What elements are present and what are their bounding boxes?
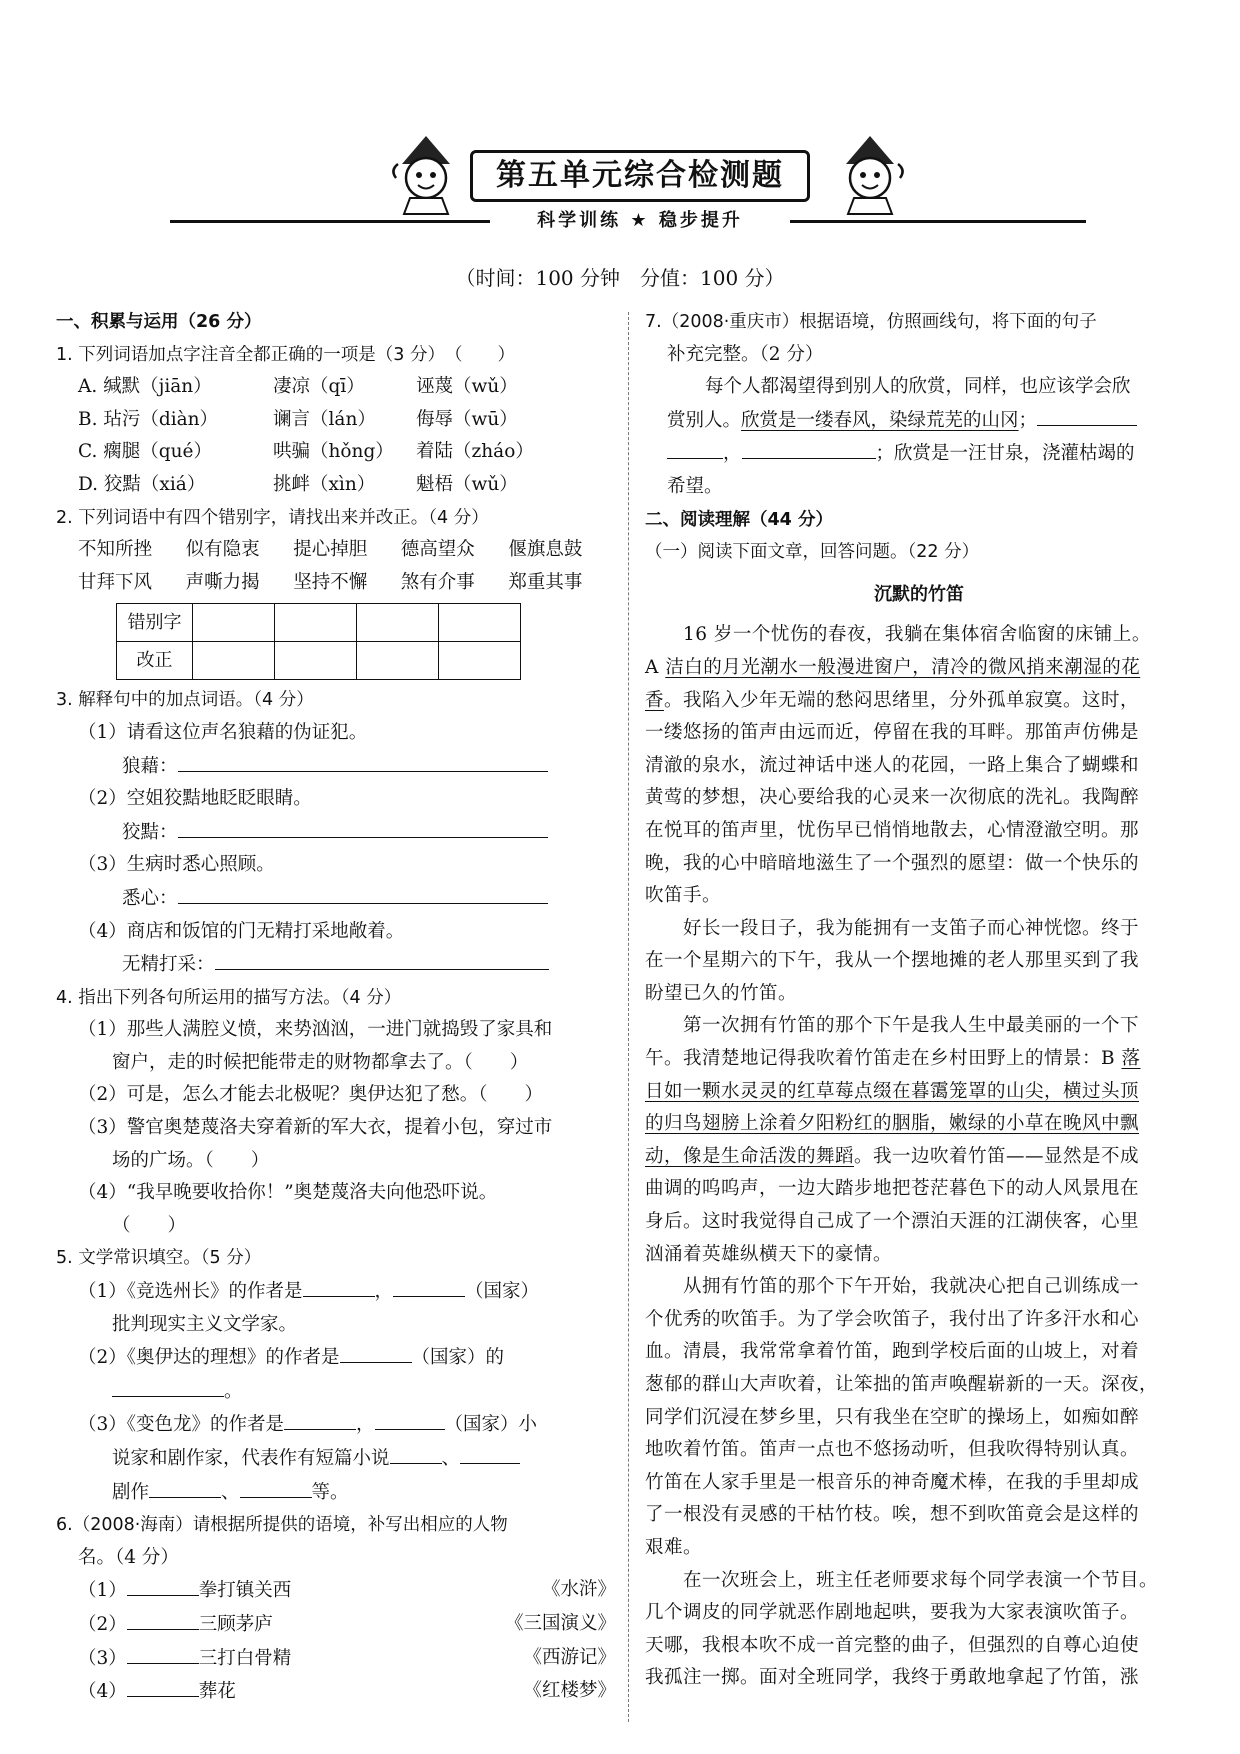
answer-blank[interactable] (303, 1275, 375, 1297)
article-text: 。我一边吹着竹笛——显然是不成 (854, 1145, 1140, 1167)
q5-line: 批判现实主义文学家。 (112, 1313, 298, 1335)
q5-text: 、 (441, 1448, 461, 1469)
word: 提心掉胆 (293, 539, 368, 561)
article-text: 同学们沉浸在梦乡里，只有我坐在空旷的操场上，如痴如醉 (645, 1406, 1140, 1428)
article-text: 在一个星期六的下午，我从一个摆地摊的老人那里买到了我 (645, 950, 1140, 972)
question-3-stem: 3. 解释句中的加点词语。（4 分） (56, 690, 314, 711)
header-rule (790, 220, 1086, 223)
article-text: 几个调皮的同学就恶作剧地起哄，要我为大家表演吹笛子。 (645, 1602, 1140, 1624)
article-text: 汹涌着英雄纵横天下的豪情。 (645, 1243, 893, 1265)
q6-text: 三顾茅庐 (198, 1613, 273, 1635)
answer-blank[interactable] (149, 1476, 221, 1498)
article-line (645, 1597, 1193, 1630)
answer-blank[interactable] (178, 750, 548, 772)
q6-num: （1） (78, 1580, 127, 1602)
q7-text: ；欣赏是一汪甘泉，浇灌枯竭的 (875, 443, 1135, 465)
article-line (645, 685, 1193, 718)
article-line (645, 1304, 1193, 1337)
article-line (645, 913, 1193, 946)
article-text: 吹笛手。 (645, 885, 722, 907)
exam-time-score: （时间：100 分钟 分值：100 分） (455, 266, 785, 290)
answer-cell[interactable] (357, 604, 439, 642)
table-header-wrong: 错别字 (117, 604, 193, 642)
q5-text: （国家）的 (411, 1347, 505, 1369)
article-text: 清澈的泉水，流过神话中迷人的花园，一路上集合了蝴蝶和 (645, 754, 1140, 776)
q6-text: 拳打镇关西 (198, 1580, 292, 1602)
q7-text: 赏别人。 (667, 409, 742, 431)
option-c-1: C. 瘸腿（qué） (78, 441, 212, 463)
q3-term: 狡黠： (122, 821, 178, 843)
article-line (645, 1076, 1193, 1109)
option-b-3: 侮辱（wū） (416, 408, 518, 430)
q7-underlined-sentence: 欣赏是一缕春风，染绿荒芜的山冈 (741, 409, 1019, 431)
word-row-2 (56, 567, 616, 600)
article-line (645, 1010, 1193, 1043)
q5-line (56, 1341, 616, 1375)
underlined-passage: 落 (1121, 1048, 1141, 1070)
q3-sentence: （4）商店和饭馆的门无精打采地敞着。 (78, 920, 405, 942)
q5-line (56, 1375, 616, 1409)
option-a-1: A. 缄默（jiān） (78, 376, 212, 398)
q4-line: （4）“我早晚要收拾你！”奥楚蔑洛夫向他恐吓说。 (78, 1182, 498, 1204)
article-text: 我孤注一掷。面对全班同学，我终于勇敢地拿起了竹笛，涨 (645, 1667, 1140, 1689)
q5-text: 剧作 (112, 1481, 150, 1503)
article-line (645, 1369, 1193, 1402)
q6-book: 《西游记》 (523, 1646, 616, 1668)
q3-sentence: （1）请看这位声名狼藉的伪证犯。 (78, 721, 368, 743)
option-a-2: 凄凉（qī） (273, 376, 365, 398)
answer-cell[interactable] (439, 604, 521, 642)
q5-text: ， (356, 1414, 375, 1436)
article-title: 沉默的竹笛 (874, 583, 964, 605)
q5-line (56, 1408, 616, 1442)
q5-line (56, 1275, 616, 1309)
underlined-passage: 的归鸟翅膀上涂着夕阳粉红的胭脂，嫩绿的小草在晚风中飘 (645, 1113, 1140, 1135)
option-c-3: 着陆（zháo） (416, 441, 534, 463)
article-text: 晚，我的心中暗暗地滋生了一个强烈的愿望：做一个快乐的 (645, 852, 1140, 874)
underlined-passage: 洁白的月光潮水一般漫进窗户，清冷的微风捎来潮湿的花 (665, 656, 1141, 678)
article-text: 天哪，我根本吹不成一首完整的曲子，但强烈的自尊心迫使 (645, 1634, 1140, 1656)
word: 似有隐衷 (185, 539, 260, 561)
answer-blank[interactable] (284, 1408, 356, 1430)
cartoon-mascot-icon (388, 134, 464, 216)
article-text: 曲调的呜呜声，一边大踏步地把苍茫暮色下的动人风景甩在 (645, 1178, 1140, 1200)
article-text: 好长一段日子，我为能拥有一支笛子而心神恍惚。终于 (645, 917, 1140, 939)
q7-text: ， (723, 443, 742, 465)
q5-text: 等。 (311, 1481, 349, 1503)
article-line (645, 717, 1193, 750)
article-text: 在一次班会上，班主任老师要求每个同学表演一个节目。 (645, 1569, 1159, 1591)
q4-line: （3）警官奥楚蔑洛夫穿着新的军大衣，提着小包，穿过市 (78, 1117, 553, 1139)
q3-answer-line (56, 750, 616, 784)
article-body (645, 619, 1193, 1695)
q6-item (56, 1642, 616, 1676)
article-text: 。我陷入少年无端的愁闷思绪里，分外孤单寂寞。这时， (664, 689, 1140, 711)
table-header-fix: 改正 (117, 642, 193, 680)
page-title: 第五单元综合检测题 (470, 150, 810, 202)
q5-line (56, 1442, 616, 1476)
article-text: 了一根没有灵感的干枯竹枝。唉，想不到吹笛竟会是这样的 (645, 1504, 1140, 1526)
answer-blank[interactable] (742, 437, 876, 459)
left-column (56, 306, 616, 1709)
q6-text: 葬花 (198, 1681, 236, 1703)
article-line (645, 848, 1193, 881)
answer-blank[interactable] (375, 1408, 445, 1430)
q3-term: 无精打采： (122, 954, 215, 976)
q3-answer-line (56, 948, 616, 982)
option-b-2: 谰言（lán） (273, 408, 376, 430)
q6-item (56, 1574, 616, 1608)
answer-blank[interactable] (215, 948, 549, 970)
q6-item (56, 1608, 616, 1642)
article-line (645, 1108, 1193, 1141)
article-text: 艰难。 (645, 1536, 703, 1558)
q5-text: （国家） (465, 1281, 540, 1303)
q6-text: 三打白骨精 (198, 1647, 292, 1669)
article-line (645, 1043, 1193, 1076)
answer-blank[interactable] (390, 1442, 442, 1464)
article-text: 个优秀的吹笛手。为了学会吹笛子，我付出了许多汗水和心 (645, 1308, 1140, 1330)
q3-answer-line (56, 816, 616, 850)
article-line (645, 1239, 1193, 1272)
word: 声嘶力揭 (185, 571, 260, 593)
option-c (56, 436, 616, 469)
article-text: 在悦耳的笛声里，忧伤早已悄悄地散去，心情澄澈空明。那 (645, 819, 1140, 841)
answer-blank[interactable] (393, 1275, 465, 1297)
option-b (56, 404, 616, 437)
article-text: 从拥有竹笛的那个下午开始，我就决心把自己训练成一 (645, 1276, 1140, 1298)
q5-text: 、 (221, 1481, 240, 1503)
word: 坚持不懈 (293, 571, 368, 593)
article-text: 16 岁一个忧伤的春夜，我躺在集体宿舍临窗的床铺上。 (645, 624, 1151, 646)
article-line (645, 1271, 1193, 1304)
article-line (645, 1467, 1193, 1500)
answer-blank[interactable] (127, 1608, 199, 1630)
answer-blank[interactable] (178, 882, 548, 904)
q7-text: ； (1018, 409, 1038, 431)
option-a (56, 371, 616, 404)
column-divider (628, 312, 629, 1722)
page-header (140, 128, 1100, 238)
q4-line: （ ） (112, 1214, 187, 1236)
q6-book: 《三国演义》 (504, 1612, 616, 1634)
q6-num: （2） (78, 1613, 127, 1635)
article-line (645, 1173, 1193, 1206)
answer-cell[interactable] (357, 642, 439, 680)
q3-term: 狼藉： (122, 755, 178, 777)
answer-blank[interactable] (127, 1642, 199, 1664)
option-b-1: B. 玷污（diàn） (78, 408, 219, 430)
underlined-passage: 动，像是生命活泼的舞蹈 (645, 1145, 855, 1167)
q6-book: 《红楼梦》 (523, 1680, 616, 1702)
question-6-stem-cont: 名。（4 分） (78, 1546, 179, 1568)
article-line (645, 1532, 1193, 1565)
correction-table (116, 603, 521, 680)
answer-cell[interactable] (193, 642, 275, 680)
article-line (645, 1336, 1193, 1369)
question-5-stem: 5. 文学常识填空。（5 分） (56, 1248, 262, 1269)
underlined-passage: 日如一颗水灵灵的红草莓点缀在暮霭笼罩的山尖，横过头顶 (645, 1080, 1140, 1102)
question-7-stem: 7.（2008·重庆市）根据语境，仿照画线句，将下面的句子 (645, 312, 1097, 332)
q5-text: 。 (224, 1380, 243, 1402)
word: 郑重其事 (508, 571, 583, 593)
word: 不知所挫 (78, 539, 153, 561)
q4-line: （2）可是，怎么才能去北极呢？奥伊达犯了愁。（ ） (78, 1084, 544, 1106)
question-2-stem: 2. 下列词语中有四个错别字，请找出来并改正。（4 分） (56, 507, 489, 528)
question-1-stem: 1. 下列词语加点字注音全都正确的一项是（3 分） （ ） (56, 344, 515, 365)
article-text: 葱郁的群山大声吹着，让笨拙的笛声唤醒崭新的一天。深夜， (645, 1374, 1159, 1395)
article-line (645, 1402, 1193, 1435)
article-text: 地吹着竹笛。笛声一点也不悠扬动听，但我吹得特别认真。 (645, 1439, 1140, 1461)
q3-term: 悉心： (122, 887, 178, 909)
option-c-2: 哄骗（hǒng） (273, 441, 394, 463)
q7-passage: 希望。 (667, 475, 723, 497)
q7-passage: 每个人都渴望得到别人的欣赏，同样，也应该学会欣 (705, 376, 1131, 398)
article-line (645, 782, 1193, 815)
section-heading: 一、积累与运用（26 分） (56, 312, 262, 332)
question-6-stem: 6.（2008·海南）请根据所提供的语境，补写出相应的人物 (56, 1515, 508, 1536)
article-line (645, 880, 1193, 913)
q4-line: （1）那些人满腔义愤，来势汹汹，一进门就捣毁了家具和 (78, 1019, 553, 1041)
question-7-stem-cont: 补充完整。（2 分） (667, 343, 824, 365)
answer-blank[interactable] (460, 1442, 520, 1464)
q3-sentence: （2）空姐狡黠地眨眨眼睛。 (78, 788, 312, 810)
option-d (56, 469, 616, 502)
q7-passage (645, 437, 1193, 471)
article-line (645, 1434, 1193, 1467)
answer-cell[interactable] (275, 642, 357, 680)
article-line (645, 978, 1193, 1011)
article-line (645, 619, 1193, 652)
answer-cell[interactable] (193, 604, 275, 642)
article-line (645, 945, 1193, 978)
option-d-3: 魁梧（wǔ） (416, 473, 518, 495)
q6-num: （4） (78, 1681, 127, 1703)
option-a-3: 诬蔑（wǔ） (416, 376, 518, 398)
word-row-1 (56, 534, 616, 567)
q6-num: （3） (78, 1647, 127, 1669)
article-text: 血。清晨，我常常拿着竹笛，跑到学校后面的山坡上，对着 (645, 1341, 1140, 1363)
q3-sentence: （3）生病时悉心照顾。 (78, 854, 275, 876)
article-line (645, 1141, 1193, 1174)
q4-line: 场的广场。（ ） (112, 1149, 270, 1171)
header-rule (170, 220, 490, 223)
word: 偃旗息鼓 (508, 539, 583, 561)
answer-cell[interactable] (439, 642, 521, 680)
answer-blank[interactable] (127, 1574, 199, 1596)
article-text: 黄莺的梦想，决心要给我的心灵来一次彻底的洗礼。我陶醉 (645, 787, 1140, 809)
article-text: 一缕悠扬的笛声由远而近，停留在我的耳畔。那笛声仿佛是 (645, 722, 1140, 744)
reading-part-heading: （一）阅读下面文章，回答问题。（22 分） (645, 542, 980, 563)
q3-answer-line (56, 882, 616, 916)
right-column (645, 306, 1193, 1695)
q6-item (56, 1675, 616, 1709)
q4-line: 窗户，走的时候把能带走的财物都拿去了。（ ） (112, 1051, 529, 1073)
q5-text: （2）《奥伊达的理想》的作者是 (78, 1347, 340, 1369)
article-line (645, 750, 1193, 783)
answer-blank[interactable] (240, 1476, 312, 1498)
answer-blank[interactable] (667, 437, 723, 459)
article-line (645, 1206, 1193, 1239)
answer-blank[interactable] (127, 1675, 199, 1697)
article-line (645, 1565, 1193, 1598)
article-line (645, 1662, 1193, 1695)
option-d-2: 挑衅（xìn） (273, 473, 376, 495)
q5-text: ， (374, 1281, 394, 1303)
q6-book: 《水浒》 (541, 1579, 616, 1601)
section-heading: 二、阅读理解（44 分） (645, 509, 833, 530)
q5-text: （国家）小 (444, 1414, 538, 1436)
word: 煞有介事 (400, 571, 475, 593)
article-line (645, 1630, 1193, 1663)
option-d-1: D. 狡黠（xiá） (78, 473, 206, 495)
underlined-passage: 香 (645, 689, 665, 711)
q5-text: 说家和剧作家，代表作有短篇小说 (112, 1448, 390, 1469)
question-4-stem: 4. 指出下列各句所运用的描写方法。（4 分） (56, 987, 402, 1008)
article-line (645, 1499, 1193, 1532)
word: 德高望众 (400, 539, 475, 561)
article-text: 第一次拥有竹笛的那个下午是我人生中最美丽的一个下 (645, 1015, 1140, 1037)
answer-blank[interactable] (340, 1341, 412, 1363)
article-text: 竹笛在人家手里是一根音乐的神奇魔术棒，在我的手里却成 (645, 1471, 1140, 1493)
answer-blank[interactable] (112, 1375, 224, 1397)
passage-marker: A (645, 656, 666, 678)
page-subtitle: 科学训练 ★ 稳步提升 (537, 210, 743, 231)
cartoon-mascot-icon (832, 134, 908, 216)
article-text: 午。我清楚地记得我吹着竹笛走在乡村田野上的情景：B (645, 1048, 1122, 1070)
q5-text: （1）《竞选州长》的作者是 (78, 1281, 303, 1303)
article-text: 盼望已久的竹笛。 (645, 982, 798, 1004)
article-line (645, 652, 1193, 685)
q7-passage (645, 404, 1193, 438)
q5-text: （3）《变色龙》的作者是 (78, 1414, 285, 1436)
article-text: 身后。这时我觉得自己成了一个漂泊天涯的江湖侠客，心里 (645, 1211, 1140, 1233)
answer-blank[interactable] (178, 816, 548, 838)
answer-cell[interactable] (275, 604, 357, 642)
article-line (645, 815, 1193, 848)
answer-blank[interactable] (1037, 404, 1137, 426)
q5-line (56, 1476, 616, 1510)
word: 甘拜下风 (78, 571, 153, 593)
